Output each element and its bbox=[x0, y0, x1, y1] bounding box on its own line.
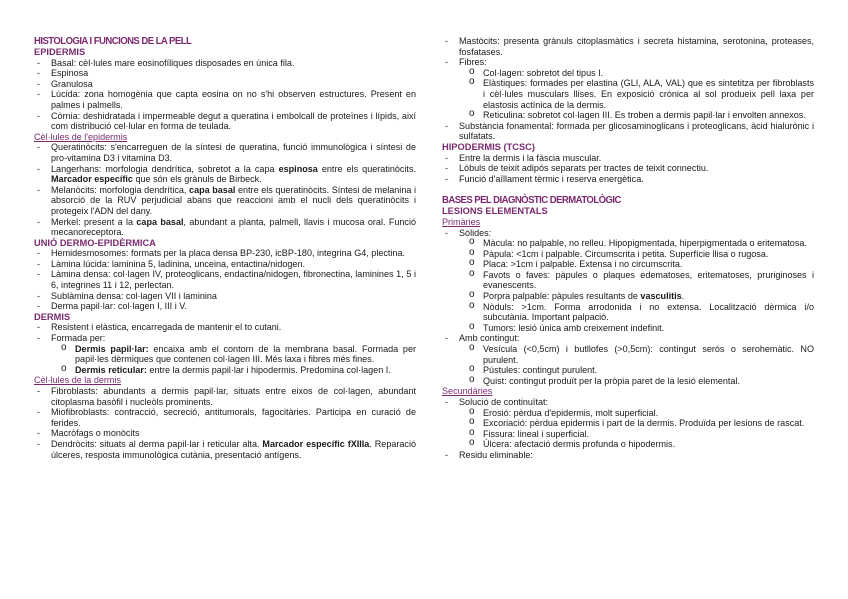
list-item: - Solució de continuïtat: bbox=[445, 397, 549, 407]
list-item: - Residu eliminable: bbox=[445, 449, 533, 460]
sub-list-item: o Favots o faves: pàpules o plaques edematoses, eritematoses, pruriginoses i evanescents. bbox=[469, 267, 814, 291]
hipodermis-heading: HIPODERMIS (TCSC) bbox=[442, 141, 535, 152]
list-item: - Macròfags o monòcits bbox=[37, 428, 140, 439]
sub-list-item: o Úlcera: afectació dermis profunda o hipodermis. bbox=[469, 437, 676, 450]
union-heading: UNIÓ DERMO-EPIDÈRMICA bbox=[34, 237, 156, 248]
list-item: - Lòbuls de teixit adipós separats per tractes de teixit connectiu. bbox=[445, 163, 709, 174]
list-item: - Queratinòcits: s'encarreguen de la síntesi de queratina, funció immunològica i síntesi de pro-vitamina D3 i vitamina D3. bbox=[37, 142, 416, 163]
sub-list-item: o Dermis reticular: entre la dermis papil·lar i hipodermis. Predomina col·lagen I. bbox=[61, 362, 391, 375]
list-item: - Melanòcits: morfologia dendrítica, capa basal entre els queratinòcits. Síntesi de melanina i absorció de la RUV perjudicial abans que reaccioni amb el nucli dels queratinòcits i protegeix l'ADN del dany. bbox=[37, 184, 416, 216]
list-item: - Fibres: bbox=[445, 57, 487, 68]
section-title: BASES PEL DIAGNÒSTIC DERMATOLÒGIC bbox=[442, 195, 621, 207]
sub-list-item: o Erosió: pèrdua d'epidermis, molt superficial. bbox=[469, 405, 659, 418]
sub-list-item: o Nòduls: >1cm. Forma arrodonida i no extensa. Localització dèrmica i/o subcutània. Important palpació. bbox=[469, 299, 814, 323]
lesions-heading: LESIONS ELEMENTALS bbox=[442, 206, 548, 217]
dermis-heading: DERMIS bbox=[34, 311, 71, 322]
list-item: - Làmina densa: col·lagen IV, proteoglicans, endactina/nidogen, fibronectina, laminines 1, 5 i 6, integrines 11 i 12, perlectan. bbox=[37, 269, 416, 291]
sub-list-item: o Vesícula (<0,5cm) i butllofes (>0,5cm): contingut serós o serohemàtic. NO purulent. bbox=[469, 342, 814, 365]
left-column bbox=[34, 36, 416, 460]
list-item: - Langerhans: morfologia dendrítica, sobretot a la capa espinosa entre els queratinòcits. Marcador específic que són els grànuls de Birbeck. bbox=[37, 163, 416, 185]
list-item: - Merkel: present a la capa basal, abundant a planta, palmell, llavis i mucosa oral. Funció mecanoreceptora. bbox=[37, 216, 416, 238]
sub-list-item: o Dermis papil·lar: encaixa amb el contorn de la membrana basal. Formada per papil·les dèrmiques que contenen col·lagen III. Més laxa i fibres més fines. bbox=[61, 341, 416, 365]
list-item: - Resistent i elàstica, encarregada de mantenir el to cutani. bbox=[37, 322, 282, 333]
sub-list-item: o Pústules: contingut purulent. bbox=[469, 363, 598, 376]
sub-list-item: o Porpra palpable: pàpules resultants de vasculitis. bbox=[469, 289, 685, 302]
sub-list-item: o Excoriació: pèrdua epidermis i part de la dermis. Produïda per lesions de rascat. bbox=[469, 416, 805, 429]
sub-list-item: o Pàpula: <1cm i palpable. Circumscrita i petita. Superfície llisa o rugosa. bbox=[469, 246, 769, 259]
list-item: - Hemidesmosomes: formats per la placa densa BP-230, icBP-180, integrina G4, plectina. bbox=[37, 248, 406, 259]
primaries-subheading: Primàries bbox=[442, 216, 481, 227]
sub-list-item: o Màcula: no palpable, no relleu. Hipopigmentada, hiperpigmentada o eritematosa. bbox=[469, 236, 807, 249]
list-item: - Miofibroblasts: contracció, secreció, antitumorals, fagocitàries. Participa en curació de ferides. bbox=[37, 407, 416, 428]
sub-list-item: o Fissura: lineal i superficial. bbox=[469, 426, 590, 439]
list-item: - Basal: cèl·lules mare eosinofíliques disposades en única fila. bbox=[37, 57, 295, 68]
list-item: - Còrnia: deshidratada i impermeable degut a queratina i embolcall de proteïnes i lípids, així com distribució cel·lular en forma de teulada. bbox=[37, 110, 416, 132]
epidermis-heading: EPIDERMIS bbox=[34, 47, 86, 57]
dermis-cells-subheading: Cèl·lules de la dermis bbox=[34, 375, 121, 386]
list-item: - Làmina lúcida: laminina 5, ladinina, unceina, entactina/nidogen. bbox=[37, 258, 305, 269]
sub-list-item: o Col·lagen: sobretot del tipus I. bbox=[469, 65, 604, 78]
list-item: - Funció d'aïllament tèrmic i reserva energètica. bbox=[445, 173, 644, 184]
list-item: - Sublàmina densa: col·lagen VII i laminina bbox=[37, 290, 217, 301]
page-title: HISTOLOGIA I FUNCIONS DE LA PELL bbox=[34, 36, 192, 47]
epidermis-cells-subheading: Cèl·lules de l'epidermis bbox=[34, 131, 128, 142]
list-item: - Sòlides: bbox=[445, 227, 492, 238]
list-item: - Granulosa bbox=[37, 78, 93, 89]
sub-list-item: o Reticulina: sobretot col·lagen III. Es troben a dermis papil·lar i envolten annexos. bbox=[469, 108, 806, 121]
list-item: - Entre la dermis i la fàscia muscular. bbox=[445, 152, 602, 163]
list-item: - Substància fonamental: formada per glicosaminoglicans i proteoglicans, àcid hialurònic i sulfatats. bbox=[445, 120, 814, 142]
sub-list-item: o Elàstiques: formades per elastina (GLI, ALA, VAL) que es sintetitza per fibroblasts i cèl·lules musculars llises. En exposició crònica al sol produeix pell laxa per elastosis actínica de la dermis. bbox=[469, 76, 814, 110]
list-item: - Dendròcits: situats al derma papil·lar i reticular alta. Marcador específic fXIIIa. Reparació úlceres, resposta immunològica cutània, presentació antígens. bbox=[37, 438, 416, 460]
sub-list-item: o Quist: contingut produït per la pròpia paret de la lesió elemental. bbox=[469, 373, 740, 386]
list-item: - Formada per: bbox=[37, 333, 106, 344]
list-item: - Mastòcits: presenta grànuls citoplasmàtics i secreta histamina, serotonina, proteases, fosfatases. bbox=[445, 36, 814, 57]
sub-list-item: o Placa: >1cm i palpable. Extensa i no circumscrita. bbox=[469, 257, 683, 270]
secundaries-subheading: Secundàries bbox=[442, 386, 493, 397]
list-item: - Derma papil·lar: col·lagen I, III i V. bbox=[37, 301, 187, 312]
sub-list-item: o Tumors: lesió única amb creixement indefinit. bbox=[469, 320, 665, 333]
list-item: - Fibroblasts: abundants a dermis papil·lar, situats entre eixos de col·lagen, abundant citoplasma basòfil i nucleòls prominents. bbox=[37, 386, 416, 407]
list-item: - Lúcida: zona homogènia que capta eosina on no s'hi observen estructures. Present en palmes i palmells. bbox=[37, 89, 416, 110]
list-item: - Espinosa bbox=[37, 68, 89, 79]
right-column bbox=[442, 36, 814, 461]
list-item: - Amb contingut: bbox=[445, 333, 520, 344]
